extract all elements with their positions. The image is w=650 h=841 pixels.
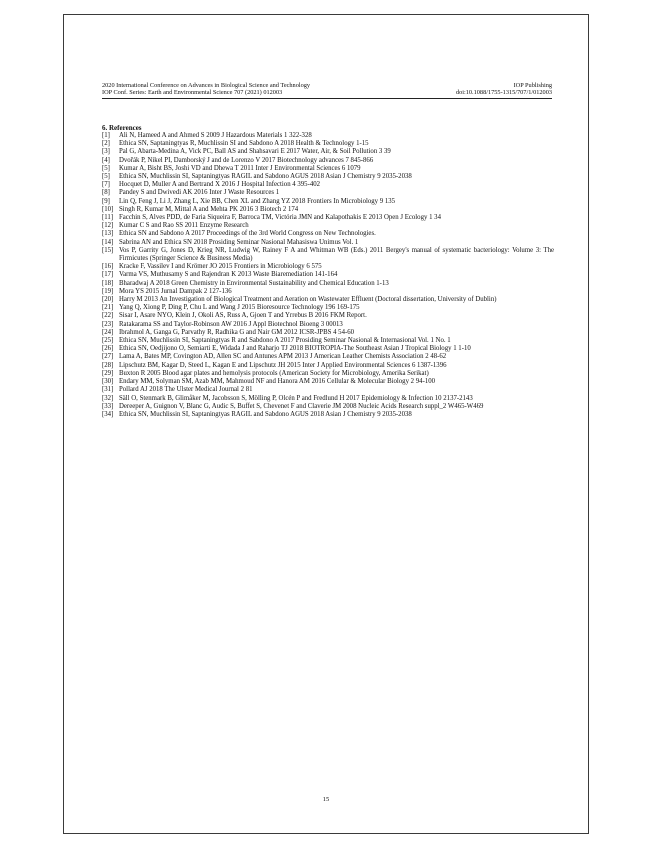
reference-text: Ethica SN, Oedjijono O, Semiarti E, Widada J and Raharjo TJ 2018 BIOTROPIA-The Southeast Asian J Tropical Biology 1 1-10 bbox=[119, 345, 471, 353]
series-info: IOP Conf. Series: Earth and Environmental Science 707 (2021) 012003 bbox=[102, 89, 283, 97]
reference-text: Sisar I, Asare NYO, Klein J, Okoli AS, Russ A, Gjoen T and Yrrebus B 2016 FKM Report. bbox=[119, 312, 367, 320]
reference-number: [24] bbox=[102, 328, 114, 336]
publisher-name: IOP Publishing bbox=[513, 82, 552, 89]
reference-number: [14] bbox=[102, 238, 114, 246]
reference-text: Sabrina AN and Ethica SN 2018 Prosiding Seminar Nasional Mahasiswa Unimus Vol. 1 bbox=[119, 238, 359, 246]
reference-text: Ratakarama SS and Taylor-Robinson AW 2016 J Appl Biotechnol Bioeng 3 00013 bbox=[119, 320, 343, 328]
reference-item bbox=[102, 206, 554, 214]
reference-number: [15] bbox=[102, 246, 114, 254]
reference-text: Ethica SN, Muchlissin SI, Saptaningtyas RAGIL and Sabdono AGUS 2018 Asian J Chemistry 9 2035-2038 bbox=[119, 410, 412, 418]
reference-number: [4] bbox=[102, 156, 110, 164]
reference-item bbox=[102, 411, 554, 419]
reference-text: Mora YS 2015 Jurnal Dampak 2 127-136 bbox=[119, 287, 232, 295]
reference-number: [34] bbox=[102, 410, 114, 418]
reference-item bbox=[102, 280, 554, 288]
reference-item bbox=[102, 304, 554, 312]
reference-number: [31] bbox=[102, 386, 114, 394]
reference-number: [33] bbox=[102, 402, 114, 410]
reference-item bbox=[102, 148, 554, 156]
reference-number: [19] bbox=[102, 287, 114, 295]
reference-number: [10] bbox=[102, 205, 114, 213]
reference-text: Ali N, Hameed A and Ahmed S 2009 J Hazardous Materials 1 322-328 bbox=[119, 132, 312, 139]
reference-item bbox=[102, 189, 554, 197]
page-number: 15 bbox=[322, 796, 330, 803]
reference-number: [21] bbox=[102, 304, 114, 312]
reference-item bbox=[102, 214, 554, 222]
reference-text: Dvořák P, Nikel PI, Damborský J and de Lorenzo V 2017 Biotechnology advances 7 845-866 bbox=[119, 156, 374, 164]
reference-item bbox=[102, 288, 554, 296]
header-row-1 bbox=[102, 82, 552, 89]
reference-item bbox=[102, 140, 554, 148]
reference-text: Yang Q, Xiong P, Ding P, Chu L and Wang J 2015 Bioresource Technology 196 169-175 bbox=[119, 304, 360, 312]
reference-item bbox=[102, 247, 554, 263]
reference-item bbox=[102, 353, 554, 361]
reference-item bbox=[102, 271, 554, 279]
reference-item bbox=[102, 329, 554, 337]
reference-number: [13] bbox=[102, 230, 114, 238]
reference-number: [20] bbox=[102, 296, 114, 304]
reference-number: [12] bbox=[102, 222, 114, 230]
reference-item bbox=[102, 222, 554, 230]
reference-item bbox=[102, 198, 554, 206]
reference-text: Buxton R 2005 Blood agar plates and hemolysis protocols (American Society for Microbiology, Amerika Serikat) bbox=[119, 369, 429, 377]
document-page bbox=[63, 14, 589, 834]
reference-text: Ethica SN, Saptaningtyas R, Muchlissin SI and Sabdono A 2018 Health & Technology 1-15 bbox=[119, 140, 369, 148]
reference-item bbox=[102, 345, 554, 353]
reference-item bbox=[102, 263, 554, 271]
reference-number: [7] bbox=[102, 181, 110, 189]
reference-item bbox=[102, 165, 554, 173]
running-header bbox=[102, 82, 552, 99]
reference-number: [11] bbox=[102, 214, 114, 222]
reference-text: Ethica SN, Muchlissin SI, Saptaningtyas R and Sabdono A 2017 Prosiding Seminar Nasional & Internasional Vol. 1 No. 1 bbox=[119, 337, 451, 345]
reference-number: [32] bbox=[102, 394, 114, 402]
reference-list bbox=[102, 132, 554, 419]
reference-text: Facchin S, Alves PDD, de Faria Siqueira F, Barroca TM, Victória JMN and Kalapothakis E 2013 Open J Ecology 1 34 bbox=[119, 214, 441, 222]
reference-text: Hocquet D, Muller A and Bertrand X 2016 J Hospital Infection 4 395-402 bbox=[119, 181, 321, 189]
reference-number: [27] bbox=[102, 353, 114, 361]
reference-item bbox=[102, 296, 554, 304]
reference-item bbox=[102, 386, 554, 394]
reference-number: [17] bbox=[102, 271, 114, 279]
reference-text: Singh R, Kumar M, Mittal A and Mehta PK 2016 3 Biotech 2 174 bbox=[119, 205, 299, 213]
reference-text: Vos P, Garrity G, Jones D, Krieg NR, Ludwig W, Rainey F A and Whitman WB (Eds.) 2011 Bergey's manual of systematic bacteriology: Volume 3: The Firmicutes (Springer Science & Business Media) bbox=[119, 246, 554, 263]
reference-text: Lin Q, Feng J, Li J, Zhang L, Xie BB, Chen XL and Zhang YZ 2018 Frontiers In Microbiology 9 135 bbox=[119, 197, 396, 205]
reference-number: [8] bbox=[102, 189, 110, 197]
reference-item bbox=[102, 157, 554, 165]
reference-number: [29] bbox=[102, 369, 114, 377]
reference-number: [30] bbox=[102, 378, 114, 386]
reference-number: [25] bbox=[102, 337, 114, 345]
reference-text: Pandey S and Dwivedi AK 2016 Inter J Waste Resources 1 bbox=[119, 189, 280, 197]
reference-number: [18] bbox=[102, 279, 114, 287]
reference-number: [22] bbox=[102, 312, 114, 320]
reference-item bbox=[102, 337, 554, 345]
section-title: 6. References bbox=[102, 124, 142, 132]
reference-text: Säll O, Stenmark B, Glimåker M, Jacobsson S, Mölling P, Olcén P and Fredlund H 2017 Epidemiology & Infection 10 2137-2143 bbox=[119, 394, 473, 402]
reference-number: [2] bbox=[102, 140, 110, 148]
reference-text: Ethica SN and Sabdono A 2017 Proceedings of the 3rd World Congress on New Technologies. bbox=[119, 230, 376, 238]
reference-number: [16] bbox=[102, 263, 114, 271]
reference-text: Lipschutz BM, Kagar D, Steed L, Kagan E and Lipschutz JH 2015 Inter J Applied Environmental Sciences 6 1387-1396 bbox=[119, 361, 447, 369]
reference-item bbox=[102, 239, 554, 247]
reference-number: [1] bbox=[102, 132, 110, 139]
reference-item bbox=[102, 403, 554, 411]
reference-number: [5] bbox=[102, 164, 110, 172]
reference-text: Pal G, Abarta-Medina A, Vick PC, Ball AS and Shahsavari E 2017 Water, Air, & Soil Pollution 3 39 bbox=[119, 148, 391, 156]
reference-item bbox=[102, 362, 554, 370]
reference-item bbox=[102, 173, 554, 181]
reference-number: [26] bbox=[102, 345, 114, 353]
reference-text: Lama A, Bates MP, Covington AD, Allen SC and Antunes APM 2013 J American Leather Chemists Association 2 48-62 bbox=[119, 353, 447, 361]
reference-text: Pollard AJ 2018 The Ulster Medical Journal 2 81 bbox=[119, 386, 253, 394]
reference-number: [28] bbox=[102, 361, 114, 369]
reference-item bbox=[102, 395, 554, 403]
reference-item bbox=[102, 312, 554, 320]
reference-number: [3] bbox=[102, 148, 110, 156]
reference-number: [9] bbox=[102, 197, 110, 205]
reference-text: Dereeper A, Guignon V, Blanc G, Audic S, Buffet S, Chevenet F and Claverie JM 2008 Nucleic Acids Research suppl_2 W465-W469 bbox=[119, 402, 484, 410]
reference-text: Kumar C S and Rao SS 2011 Enzyme Research bbox=[119, 222, 249, 230]
reference-text: Ethica SN, Muchlissin SI, Saptaningtyas RAGIL and Sabdono AGUS 2018 Asian J Chemistry 9 2035-2038 bbox=[119, 173, 412, 181]
reference-item bbox=[102, 181, 554, 189]
reference-text: Kumar A, Bisht BS, Joshi VD and Dhewa T 2011 Inter J Environmental Sciences 6 1079 bbox=[119, 164, 361, 172]
reference-item bbox=[102, 378, 554, 386]
reference-text: Harry M 2013 An Investigation of Biological Treatment and Aeration on Wastewater Effluent (Doctoral dissertation, University of Dublin) bbox=[119, 296, 497, 304]
reference-item bbox=[102, 370, 554, 378]
reference-number: [5] bbox=[102, 173, 110, 181]
header-divider bbox=[102, 98, 552, 99]
reference-text: Kracke F, Vassilev I and Krömer JO 2015 Frontiers in Microbiology 6 575 bbox=[119, 263, 322, 271]
reference-text: Bharadwaj A 2018 Green Chemistry in Environmental Sustainability and Chemical Education 1-13 bbox=[119, 279, 389, 287]
reference-item bbox=[102, 132, 554, 140]
conference-title: 2020 International Conference on Advances in Biological Science and Technology bbox=[102, 82, 311, 89]
reference-text: Ibrahmol A, Ganga G, Parvathy R, Radhika G and Nair GM 2012 ICSR-JPBS 4 54-60 bbox=[119, 328, 355, 336]
reference-number: [23] bbox=[102, 320, 114, 328]
header-row-2 bbox=[102, 89, 552, 96]
reference-text: Endary MM, Solyman SM, Azab MM, Mahmoud NF and Hanora AM 2016 Cellular & Molecular Biology 2 94-100 bbox=[119, 378, 436, 386]
reference-item bbox=[102, 321, 554, 329]
reference-item bbox=[102, 230, 554, 238]
doi-text: doi:10.1088/1755-1315/707/1/012003 bbox=[455, 89, 552, 97]
reference-text: Varma VS, Muthusamy S and Rajendran K 2013 Waste Biaremediation 141-164 bbox=[119, 271, 338, 279]
